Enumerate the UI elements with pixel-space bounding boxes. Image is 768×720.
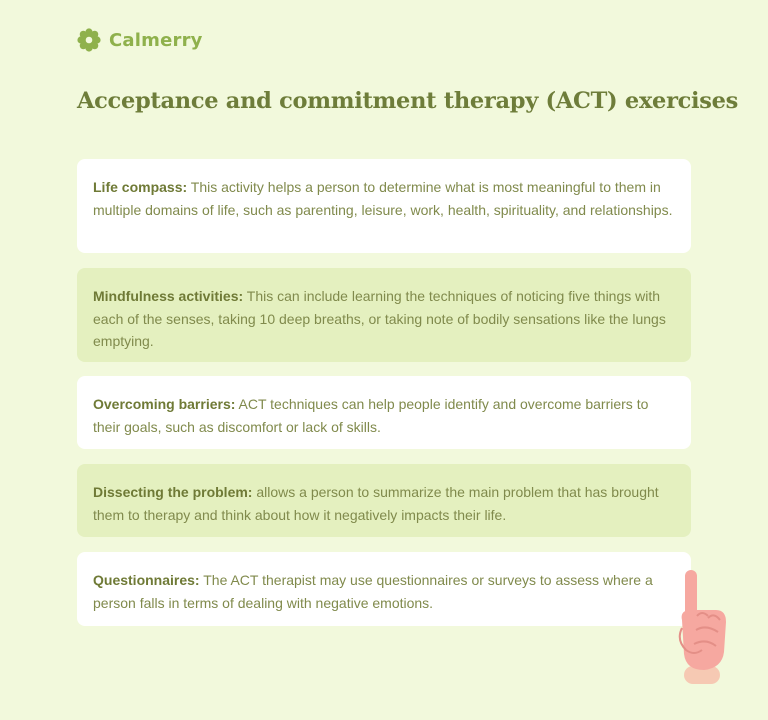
- exercise-description: This activity helps a person to determine what is most meaningful to them in multiple domains of life, such as parenting, leisure, work, health, spirituality, and relationships.: [93, 179, 673, 218]
- flower-logo-icon: [77, 28, 101, 52]
- exercise-term: Dissecting the problem:: [93, 484, 253, 500]
- exercise-description: This can include learning the techniques of noticing five things with each of the senses, taking 10 deep breaths, or taking note of bodily sensations like the lungs emptying.: [93, 288, 666, 349]
- exercise-card-mindfulness: [77, 268, 691, 362]
- exercise-term: Mindfulness activities:: [93, 288, 244, 304]
- exercise-term: Overcoming barriers:: [93, 396, 236, 412]
- pointing-hand-icon: [672, 566, 732, 686]
- exercise-card-questionnaires: [77, 552, 691, 626]
- exercise-description: allows a person to summarize the main problem that has brought them to therapy and think about how it negatively impacts their life.: [93, 484, 659, 523]
- exercise-card-life-compass: [77, 159, 691, 253]
- exercise-term: Questionnaires:: [93, 572, 200, 588]
- exercise-term: Life compass:: [93, 179, 188, 195]
- page-title: Acceptance and commitment therapy (ACT) exercises: [77, 88, 739, 114]
- exercise-card-overcoming-barriers: [77, 376, 691, 449]
- brand-logo[interactable]: [77, 28, 203, 52]
- exercise-card-dissecting-problem: [77, 464, 691, 537]
- exercise-description: ACT techniques can help people identify and overcome barriers to their goals, such as discomfort or lack of skills.: [93, 396, 649, 435]
- exercise-description: The ACT therapist may use questionnaires or surveys to assess where a person falls in terms of dealing with negative emotions.: [93, 572, 653, 611]
- brand-name: Calmerry: [109, 29, 203, 51]
